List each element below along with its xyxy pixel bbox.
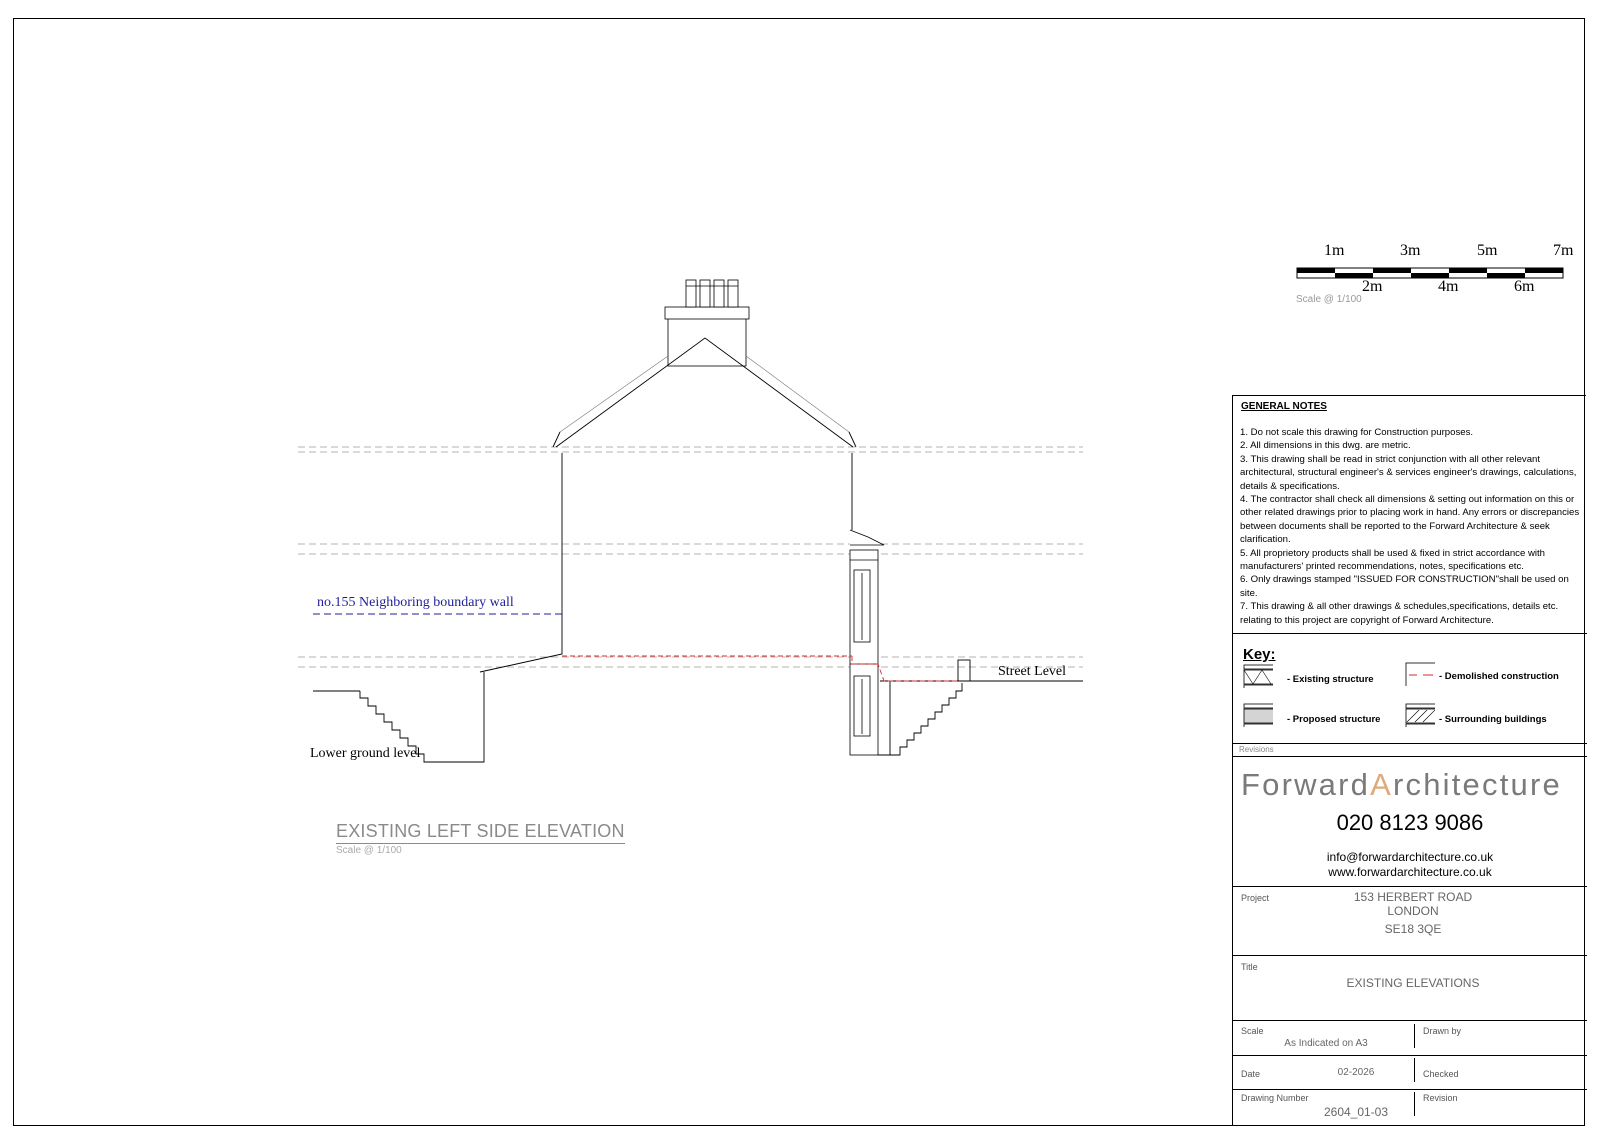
scale-label-3m: 3m [1400,242,1421,259]
company-logo [1241,767,1562,803]
level-lines [298,447,1083,667]
surrounding-buildings-label: - Surrounding buildings [1439,714,1547,725]
note-item: 6. Only drawings stamped "ISSUED FOR CONSTRUCTION"shall be used on site. [1240,574,1569,599]
lower-ground-label: Lower ground level [310,746,421,761]
logo-part-2: Architecture [1370,767,1562,802]
scale-bar-caption: Scale @ 1/100 [1296,294,1362,305]
note-item: 1. Do not scale this drawing for Construction purposes. [1240,427,1474,438]
project-address-line2: LONDON [1387,904,1439,918]
divider [1414,1058,1415,1082]
bay-window [850,530,884,755]
company-email[interactable]: info@forwardarchitecture.co.uk [1326,850,1494,864]
proposed-structure-label: - Proposed structure [1287,714,1381,725]
company-website[interactable]: www.forwardarchitecture.co.uk [1328,865,1492,879]
note-item: 3. This drawing shall be read in strict conjunction with all other relevant architectural, structural engineer's & services engineer's drawings, calculations, details & specifications. [1240,453,1577,492]
scale-label-5m: 5m [1477,242,1498,259]
logo-part-1: Forward [1241,767,1371,802]
project-address-line3: SE18 3QE [1384,922,1442,936]
divider [1233,886,1587,887]
demolished-swatch [1405,662,1435,686]
scale-label-1m: 1m [1324,242,1345,259]
project-label: Project [1241,893,1270,903]
elevation-scale: Scale @ 1/100 [336,845,402,856]
existing-structure-label: - Existing structure [1287,674,1374,685]
boundary-wall-label: no.155 Neighboring boundary wall [317,595,514,610]
key-title: Key: [1243,646,1276,663]
divider [1233,1089,1587,1090]
divider [1233,1020,1587,1021]
existing-structure-swatch [1243,664,1273,688]
divider [1233,1055,1587,1056]
scale-label: Scale [1241,1026,1264,1036]
scale-label-6m: 6m [1514,278,1535,295]
drawing-number-value: 2604_01-03 [1323,1105,1389,1119]
scale-label-7m: 7m [1553,242,1574,259]
drawing-number-label: Drawing Number [1241,1093,1309,1103]
project-address-line1: 153 HERBERT ROAD [1353,890,1473,904]
drawing-title: EXISTING ELEVATIONS [1346,976,1480,990]
general-notes-title: GENERAL NOTES [1241,401,1327,412]
divider [1414,1092,1415,1116]
street-level-label: Street Level [998,664,1067,679]
note-item: 5. All proprietory products shall be used & fixed in strict accordance with manufacturers' printed recommendations, notes, specifications etc. [1240,547,1546,573]
date-value: 02-2026 [1337,1067,1375,1078]
proposed-structure-swatch [1243,703,1273,727]
note-item: 4. The contractor shall check all dimensions & setting out information on this or other related drawings prior to placing work in hand. Any errors or discrepancies between documents shall be reported to the Forward Architecture & seek clarification. [1240,494,1580,546]
company-phone: 020 8123 9086 [1336,810,1484,835]
divider [1233,756,1587,757]
scale-label-2m: 2m [1362,278,1383,295]
checked-label: Checked [1423,1069,1459,1079]
note-item: 2. All dimensions in this dwg. are metric. [1240,440,1411,452]
revision-label: Revision [1423,1093,1458,1103]
chimney [665,280,749,366]
divider [1233,743,1587,744]
surrounding-buildings-swatch [1405,703,1435,727]
elevation-title: EXISTING LEFT SIDE ELEVATION [336,821,625,844]
date-label: Date [1241,1069,1261,1079]
divider [1233,633,1587,634]
general-notes-list [1240,426,1582,627]
demolished-lines [562,656,958,681]
scale-label-4m: 4m [1438,278,1459,295]
divider [1233,955,1587,956]
divider [1414,1024,1415,1048]
scale-value: As Indicated on A3 [1284,1038,1368,1049]
drawn-by-label: Drawn by [1423,1026,1462,1036]
note-item: 7. This drawing & all other drawings & schedules,specifications, details etc. relating to this project are copyright of Forward Architecture. [1240,601,1559,626]
title-label: Title [1241,962,1258,972]
title-block [1232,395,1586,1126]
demolished-label: - Demolished construction [1439,671,1559,682]
revisions-label: Revisions [1239,745,1274,754]
